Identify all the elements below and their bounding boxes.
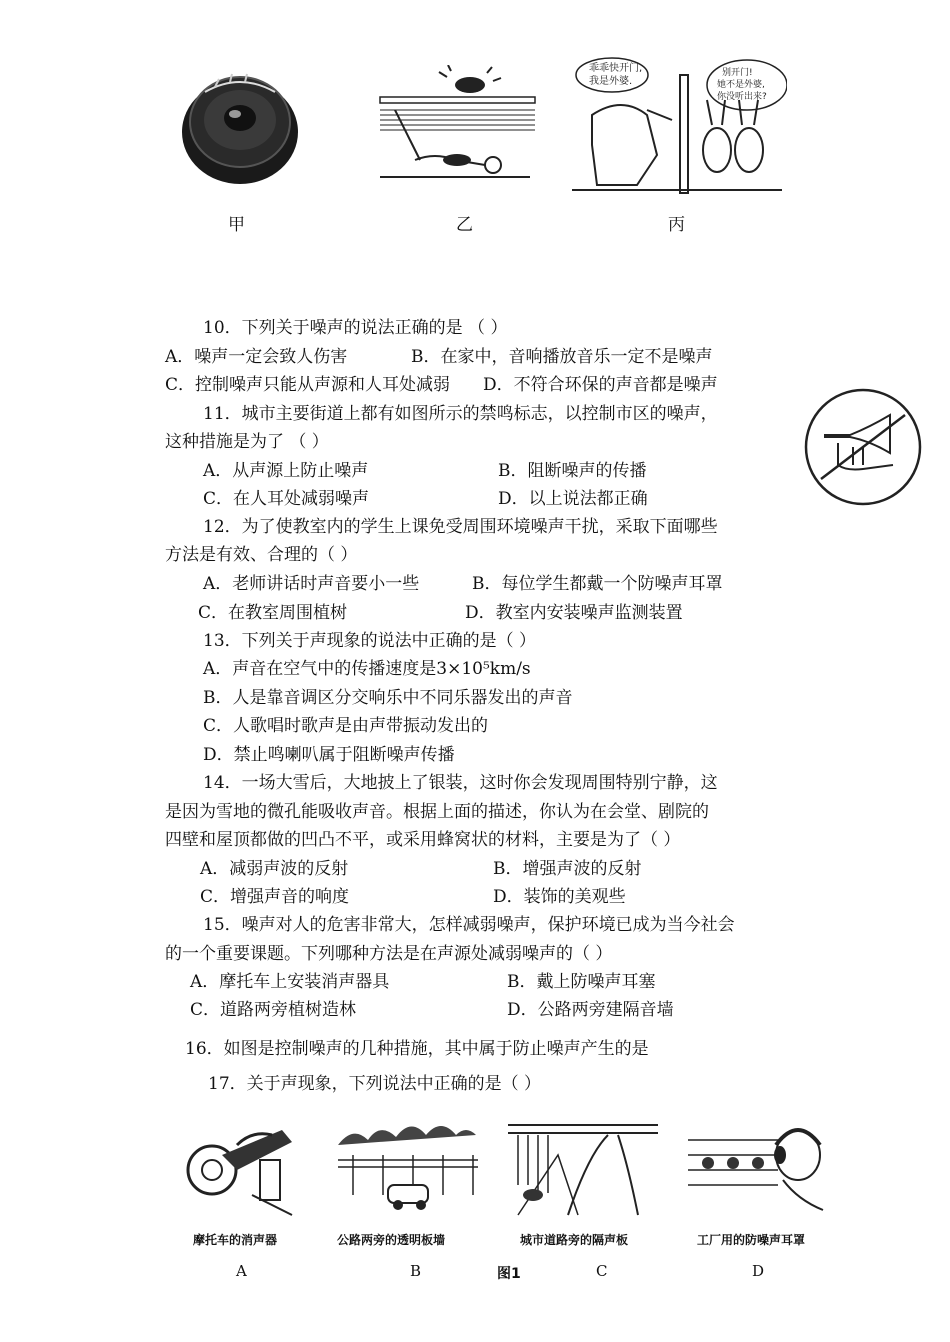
- figure1-caption-b: 公路两旁的透明板墙: [337, 1233, 446, 1247]
- q17-stem: 17．关于声现象，下列说法中正确的是（ ）: [208, 1074, 542, 1094]
- figure1-letter-d: D: [752, 1262, 765, 1280]
- q14-stem-2: 是因为雪地的微孔能吸收声音。根据上面的描述，你认为在会堂、剧院的: [165, 802, 709, 822]
- q11-option-b: B．阻断噪声的传播: [498, 461, 647, 481]
- q11-stem-1: 11．城市主要街道上都有如图所示的禁鸣标志，以控制市区的噪声，: [203, 404, 718, 424]
- q15-option-b: B．戴上防噪声耳塞: [507, 972, 656, 992]
- q16-stem: 16．如图是控制噪声的几种措施，其中属于防止噪声产生的是: [185, 1039, 649, 1059]
- q11-option-d: D．以上说法都正确: [498, 489, 648, 509]
- rabbit-speech-2: 她不是外婆,: [717, 80, 765, 90]
- no-horn-sign: [803, 387, 923, 507]
- rabbit-speech-3: 你没听出来?: [717, 92, 767, 102]
- q14-option-c: C．增强声音的响度: [200, 887, 350, 907]
- q13-stem: 13．下列关于声现象的说法中正确的是（ ）: [203, 631, 537, 651]
- q15-stem-1: 15．噪声对人的危害非常大，怎样减弱噪声，保护环境已成为当今社会: [203, 915, 735, 935]
- q15-stem-2: 的一个重要课题。下列哪种方法是在声源处减弱噪声的（ ）: [165, 944, 613, 964]
- q10-option-c: C．控制噪声只能从声源和人耳处减弱: [165, 375, 451, 395]
- q10-stem: 10．下列关于噪声的说法正确的是 （ ）: [203, 318, 508, 338]
- figure1-title: 图1: [497, 1266, 521, 1282]
- rabbit-speech-1: 别开门!: [722, 68, 753, 78]
- figure1-panel-c-image: [508, 1115, 660, 1220]
- q12-option-a: A．老师讲话时声音要小一些: [203, 574, 420, 594]
- figure-caption-jia: 甲: [228, 215, 245, 235]
- q15-option-a: A．摩托车上安装消声器具: [190, 972, 390, 992]
- q13-option-a: A．声音在空气中的传播速度是3×10⁵km/s: [203, 659, 531, 679]
- q14-stem-3: 四壁和屋顶都做的凹凸不平，或采用蜂窝状的材料，主要是为了（ ）: [165, 830, 681, 850]
- q15-option-c-real: C．道路两旁植树造林: [190, 1000, 357, 1020]
- q11-stem-2: 这种措施是为了 （ ）: [165, 432, 329, 452]
- q15-option-d: D．公路两旁建隔音墙: [507, 1000, 674, 1020]
- q10-option-b: B．在家中，音响播放音乐一定不是噪声: [411, 347, 713, 367]
- figure1-letter-c: C: [596, 1262, 608, 1280]
- q14-option-a: A．减弱声波的反射: [200, 859, 349, 879]
- figure1-panel-a-image: [182, 1115, 307, 1220]
- figure1-caption-c: 城市道路旁的隔声板: [520, 1233, 629, 1247]
- q12-option-d: D．教室内安装噪声监测装置: [465, 603, 683, 623]
- figure1-caption-a: 摩托车的消声器: [193, 1233, 278, 1247]
- figure1-letter-b: B: [410, 1262, 422, 1280]
- speaker-figure: [175, 52, 305, 192]
- figure1-letter-a: A: [236, 1262, 247, 1280]
- q12-option-c: C．在教室周围植树: [198, 603, 348, 623]
- q11-option-a: A．从声源上防止噪声: [203, 461, 369, 481]
- sleeping-person-figure: [375, 65, 540, 190]
- figure-caption-yi: 乙: [456, 215, 473, 235]
- wolf-speech-2: 我是外婆.: [589, 76, 633, 87]
- q14-option-d: D．装饰的美观些: [493, 887, 626, 907]
- figure1-panel-d-image: [688, 1115, 833, 1220]
- q12-option-b: B．每位学生都戴一个防噪声耳罩: [472, 574, 723, 594]
- figure-caption-bing: 丙: [668, 215, 685, 235]
- q10-option-a: A．噪声一定会致人伤害: [165, 347, 348, 367]
- q13-option-d: D．禁止鸣喇叭属于阻断噪声传播: [203, 745, 455, 765]
- q13-option-c: C．人歌唱时歌声是由声带振动发出的: [203, 716, 489, 736]
- q13-option-b: B．人是靠音调区分交响乐中不同乐器发出的声音: [203, 688, 573, 708]
- figure1-caption-d: 工厂用的防噪声耳罩: [697, 1233, 806, 1247]
- wolf-rabbit-cartoon: [572, 55, 787, 195]
- q14-stem-1: 14．一场大雪后，大地披上了银装，这时你会发现周围特别宁静，这: [203, 773, 718, 793]
- q10-option-d: D．不符合环保的声音都是噪声: [483, 375, 718, 395]
- figure1-panel-b-image: [333, 1115, 483, 1220]
- q14-option-b: B．增强声波的反射: [493, 859, 642, 879]
- wolf-speech-1: 乖乖快开门,: [589, 63, 643, 74]
- q11-option-c: C．在人耳处减弱噪声: [203, 489, 370, 509]
- q12-stem-2: 方法是有效、合理的（ ）: [165, 545, 358, 565]
- q12-stem-1: 12．为了使教室内的学生上课免受周围环境噪声干扰，采取下面哪些: [203, 517, 718, 537]
